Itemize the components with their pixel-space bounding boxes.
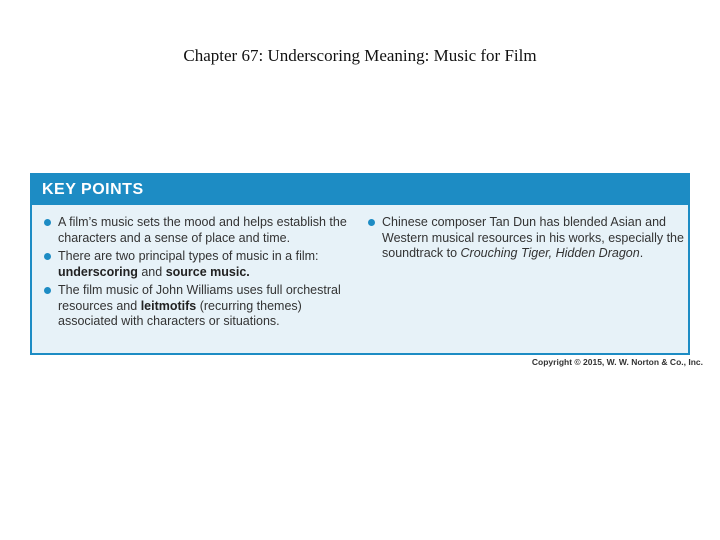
key-point-text: .	[639, 246, 644, 260]
key-point-text: (recurring themes) associated with characters or situations.	[58, 298, 302, 328]
term-leitmotifs: leitmotifs	[140, 298, 197, 313]
bullet-icon	[44, 287, 51, 294]
key-points-columns	[32, 205, 688, 353]
key-point-text: The film music of John Williams uses full orchestral resources and	[58, 283, 341, 313]
key-point-tan-dun	[366, 215, 686, 262]
bullet-icon	[368, 219, 375, 226]
key-point-text: There are two principal types of music in a film:	[58, 249, 319, 263]
key-points-left-column	[42, 215, 347, 333]
page-title: Chapter 67: Underscoring Meaning: Music for Film	[183, 46, 537, 65]
key-point-text: and	[137, 264, 166, 279]
bullet-icon	[44, 253, 51, 260]
key-point-text: Chinese composer Tan Dun has blended Asian and Western musical resources in his works, especially the soundtrack to	[382, 215, 684, 260]
key-point-text: A film’s music sets the mood and helps establish the characters and a sense of place and time.	[58, 215, 347, 245]
term-source-music: source music.	[165, 264, 250, 279]
key-points-right-column	[366, 215, 686, 265]
key-points-header: KEY POINTS	[32, 175, 688, 205]
copyright-notice: Copyright © 2015, W. W. Norton & Co., Inc.	[531, 357, 703, 367]
film-title: Crouching Tiger, Hidden Dragon	[460, 246, 640, 260]
key-points-box	[30, 173, 690, 355]
bullet-icon	[44, 219, 51, 226]
key-point-john-williams	[42, 283, 347, 330]
key-point-mood	[42, 215, 347, 246]
term-underscoring: underscoring	[58, 264, 138, 279]
key-point-types-of-music	[42, 249, 347, 280]
